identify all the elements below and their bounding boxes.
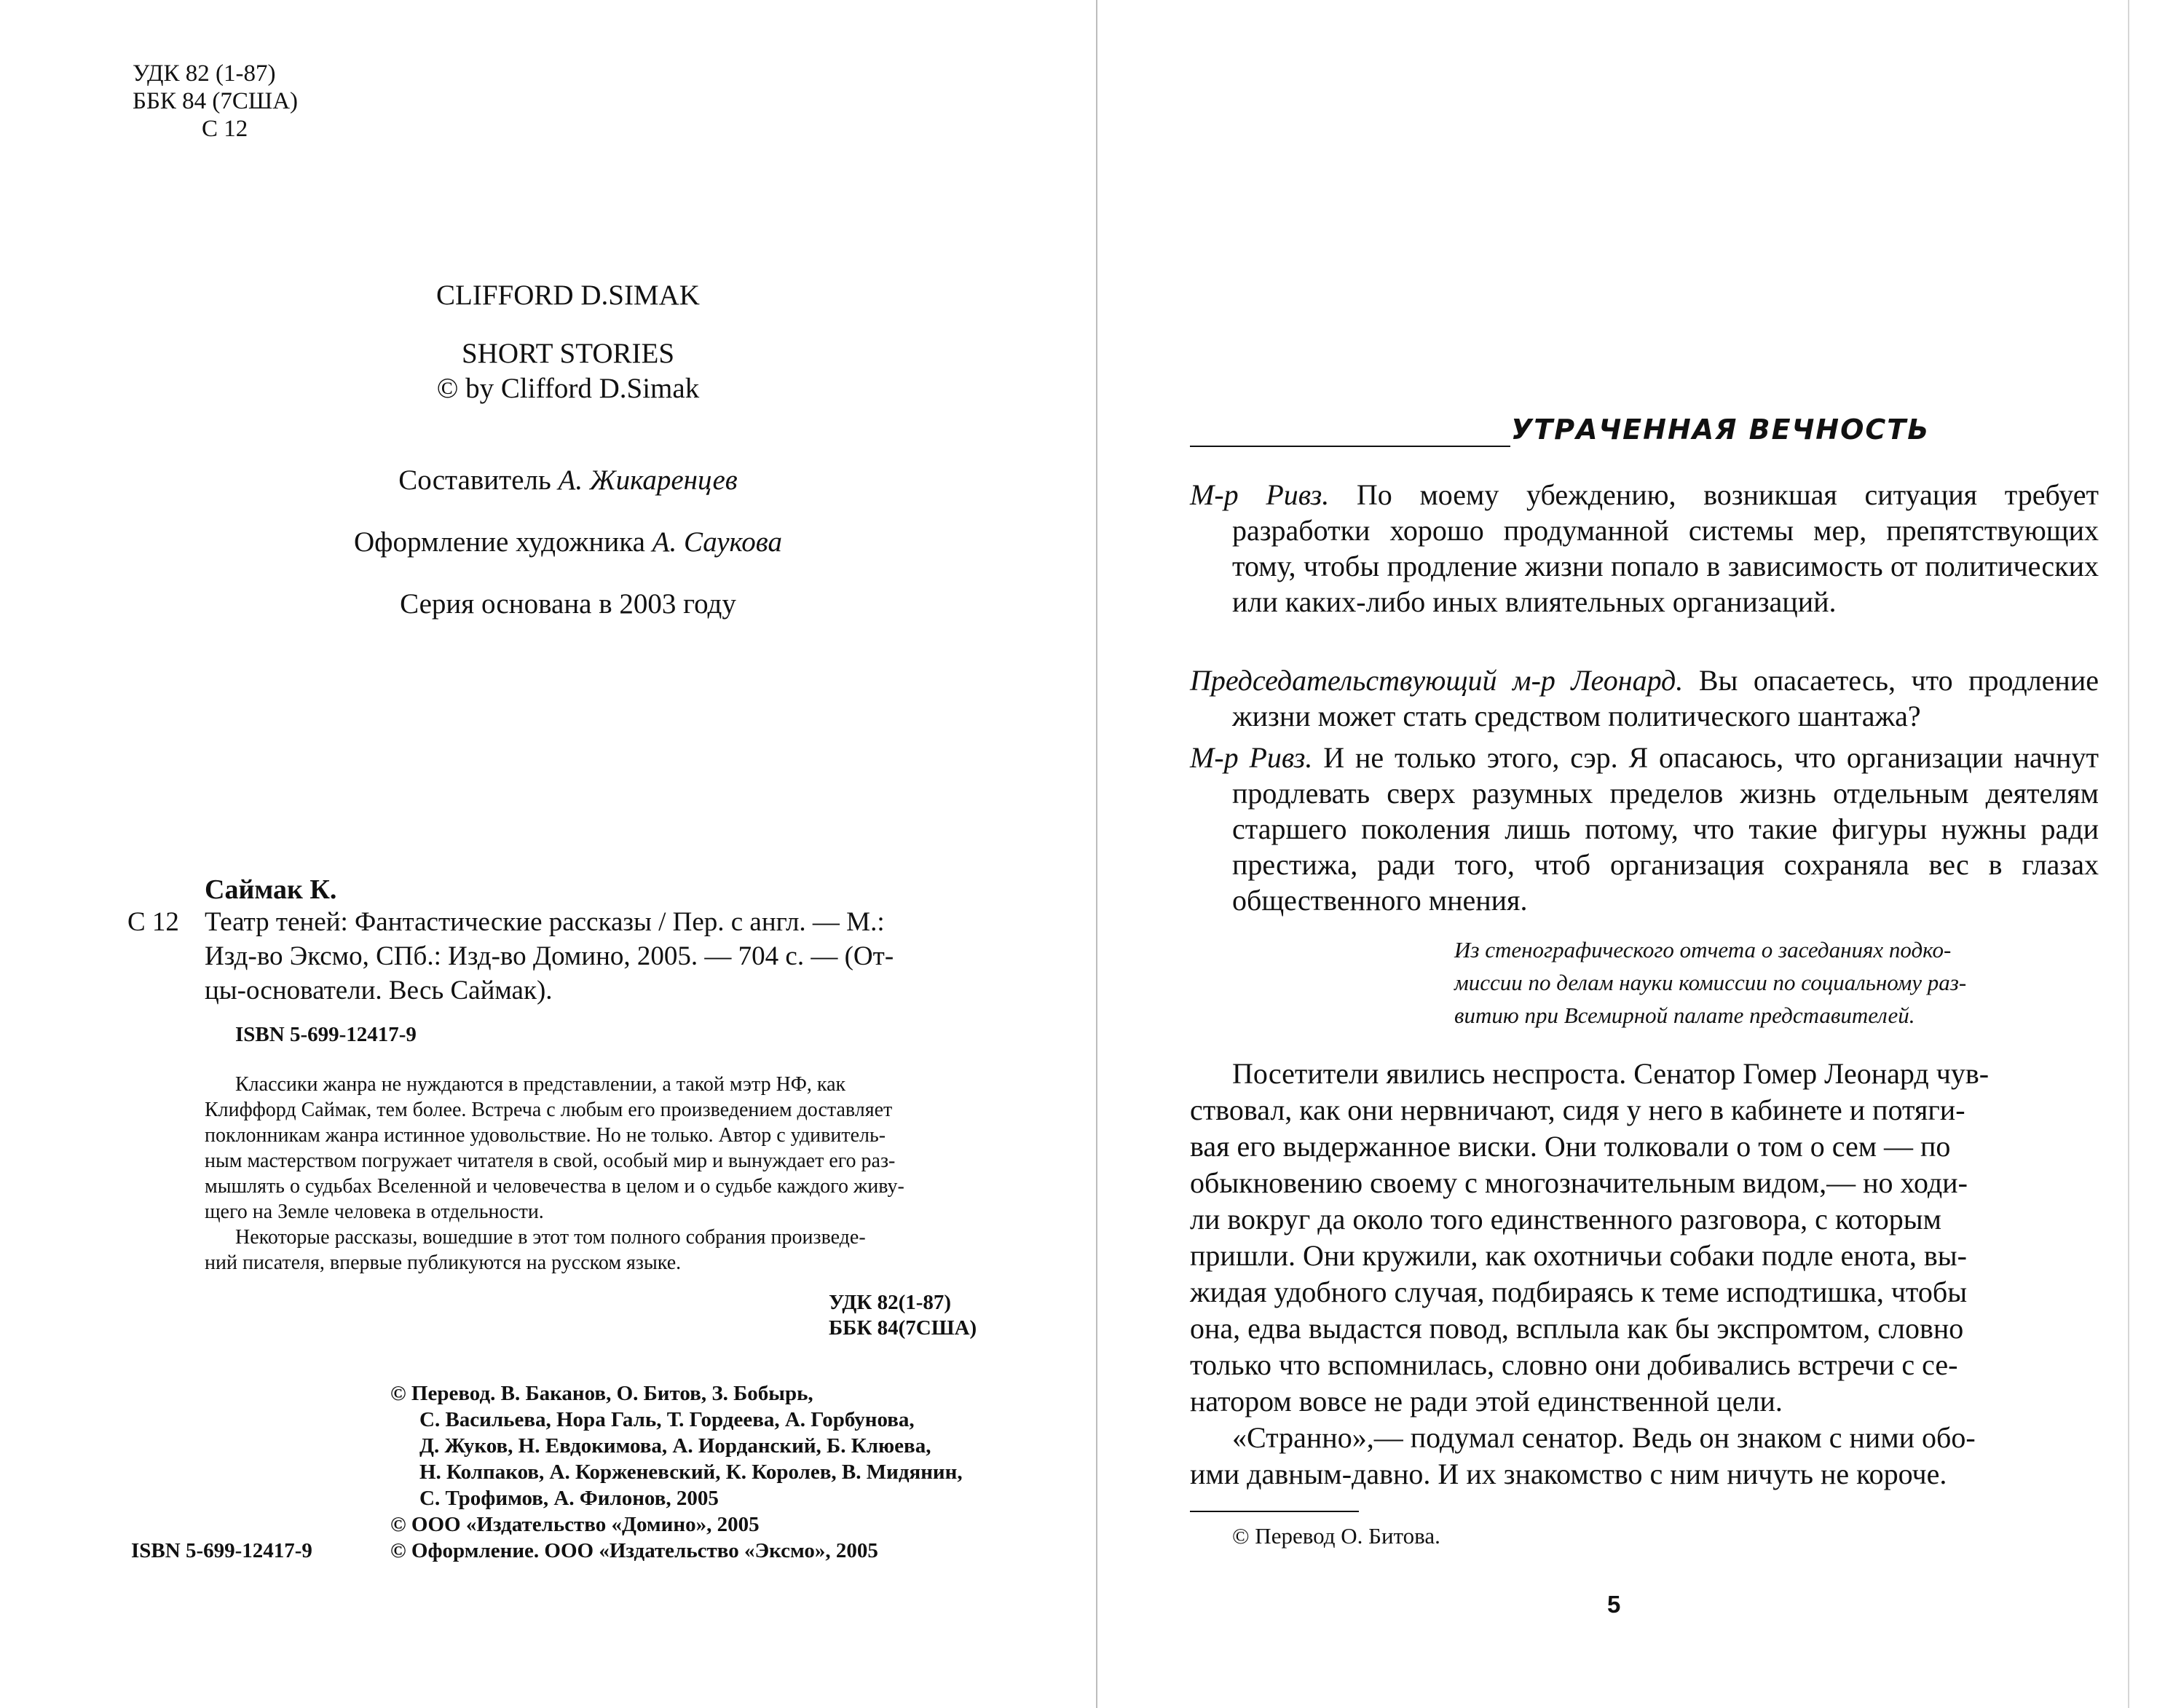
catalog-isbn: ISBN 5-699-12417-9	[235, 1023, 417, 1046]
speaker: Председательствующий м-р Леонард.	[1190, 664, 1684, 697]
design-label: Оформление художника	[354, 526, 645, 558]
speech: По моему убеждению, возникшая ситуация требует разработки хорошо продуманной системы мер, препятствующих тому, чтобы продление жизни попало в зависимость от политических или каких-либо иных влиятельных организаций.	[1232, 478, 2099, 618]
annotation-line: щего на Земле человека в отдельности.	[205, 1201, 544, 1223]
story-page	[1100, 0, 2157, 1708]
annotation-line: Классики жанра не нуждаются в представлении, а такой мэтр НФ, как	[235, 1073, 846, 1096]
catalog-author: Саймак К.	[205, 874, 337, 905]
epigraph-entry	[1190, 740, 2099, 918]
catalog-line: Изд-во Эксмо, СПб.: Изд-во Домино, 2005. — 704 с. — (От-	[205, 941, 894, 971]
epigraph-entry	[1190, 663, 2099, 734]
original-author: CLIFFORD D.SIMAK	[436, 280, 700, 311]
catalog-code: С 12	[127, 907, 179, 937]
bbk-code: ББК 84 (7США)	[133, 88, 299, 114]
copyright-line: © ООО «Издательство «Домино», 2005	[390, 1513, 760, 1536]
copyright-line: Н. Колпаков, А. Корженевский, К. Королев, В. Мидянин,	[419, 1460, 963, 1484]
body-line: ствовал, как они нервничают, сидя у него в кабинете и потяги-	[1190, 1094, 1965, 1126]
speech: Вы опасаетесь, что продление жизни может стать средством политического шантажа?	[1232, 664, 2099, 732]
annotation-line: Клиффорд Саймак, тем более. Встреча с любым его произведением доставляет	[205, 1099, 893, 1121]
design-credit	[218, 526, 918, 559]
catalog-line: цы-основатели. Весь Саймак).	[205, 976, 553, 1005]
copyright-line: © Оформление. ООО «Издательство «Эксмо», 2005	[390, 1539, 878, 1562]
body-line: жидая удобного случая, подбираясь к теме исподтишка, чтобы	[1190, 1276, 1968, 1308]
body-line: ими давным-давно. И их знакомство с ним ничуть не короче.	[1190, 1458, 1947, 1490]
copyright-line: С. Трофимов, А. Филонов, 2005	[419, 1487, 719, 1510]
footnote-rule	[1190, 1511, 1359, 1512]
speech: И не только этого, сэр. Я опасаюсь, что организации начнут продлевать сверх разумных пределов жизнь отдельным деятелям старшего поколения лишь потому, что такие фигуры нужны ради престижа, ради того, чтоб организация сохраняла вес в глазах общественного мнения.	[1232, 741, 2099, 917]
library-codes	[133, 60, 298, 143]
body-line: обыкновению своему с многозначительным видом,— но ходи-	[1190, 1166, 1968, 1199]
speaker: М-р Ривз.	[1190, 741, 1313, 774]
epigraph-source	[1454, 933, 1966, 1032]
footnote: © Перевод О. Битова.	[1232, 1523, 1440, 1549]
design-name: А. Саукова	[652, 526, 782, 558]
body-line: натором вовсе не ради этой единственной цели.	[1190, 1385, 1783, 1418]
author-mark: С 12	[202, 116, 248, 142]
body-line: Посетители явились неспроста. Сенатор Гомер Леонард чув-	[1232, 1057, 1990, 1090]
annotation-line: ний писателя, впервые публикуются на русском языке.	[205, 1252, 682, 1274]
body-line: ли вокруг да около того единственного разговора, с которым	[1190, 1203, 1941, 1235]
source-line: миссии по делам науки комиссии по социальному раз-	[1454, 970, 1967, 995]
page-number: 5	[1607, 1591, 1621, 1618]
compiler-credit	[218, 464, 918, 497]
title-rule	[1190, 446, 1510, 447]
annotation-line: Некоторые рассказы, вошедшие в этот том полного собрания произведе-	[235, 1226, 866, 1249]
source-line: Из стенографического отчета о заседаниях подко-	[1454, 937, 1952, 962]
compiler-label: Составитель	[398, 464, 551, 496]
source-line: витию при Всемирной палате представителей.	[1454, 1003, 1915, 1028]
series-note: Серия основана в 2003 году	[400, 588, 736, 620]
body-line: «Странно»,— подумал сенатор. Ведь он знаком с ними обо-	[1232, 1421, 1976, 1454]
original-title: SHORT STORIES	[461, 338, 675, 369]
epigraph-entry	[1190, 477, 2099, 620]
copyright-line: Д. Жуков, Н. Евдокимова, А. Иорданский, Б. Клюева,	[419, 1434, 931, 1458]
annotation-line: мышлять о судьбах Вселенной и человечества в целом и о судьбе каждого живу-	[205, 1175, 904, 1198]
catalog-line: Театр теней: Фантастические рассказы / Пер. с англ. — М.:	[205, 907, 885, 937]
chapter-title: УТРАЧЕННАЯ ВЕЧНОСТЬ	[1511, 414, 1931, 446]
udk-code: УДК 82 (1-87)	[133, 60, 276, 87]
body-line: только что вспомнилась, словно они добивались встречи с се-	[1190, 1348, 1958, 1381]
copyright-line: С. Васильева, Нора Галь, Т. Гордеева, А. Горбунова,	[419, 1408, 915, 1431]
body-line: пришли. Они кружили, как охотничьи собаки подле енота, вы-	[1190, 1239, 1967, 1272]
speaker: М-р Ривз.	[1190, 478, 1330, 511]
catalog-bbk: ББК 84(7США)	[829, 1316, 977, 1340]
body-line: она, едва выдастся повод, всплыла как бы экспромтом, словно	[1190, 1312, 1964, 1345]
original-copyright: © by Clifford D.Simak	[436, 373, 700, 404]
catalog-udk: УДК 82(1-87)	[829, 1291, 952, 1314]
copyright-line: © Перевод. В. Баканов, О. Битов, З. Бобырь,	[390, 1382, 813, 1405]
annotation-line: поклонникам жанра истинное удовольствие. Но не только. Автор с удивитель-	[205, 1124, 886, 1147]
bottom-isbn: ISBN 5-699-12417-9	[131, 1539, 312, 1562]
compiler-name: А. Жикаренцев	[558, 464, 738, 496]
body-line: вая его выдержанное виски. Они толковали о том о сем — по	[1190, 1130, 1951, 1163]
annotation-line: ным мастерством погружает читателя в свой, особый мир и вынуждает его раз-	[205, 1150, 896, 1172]
